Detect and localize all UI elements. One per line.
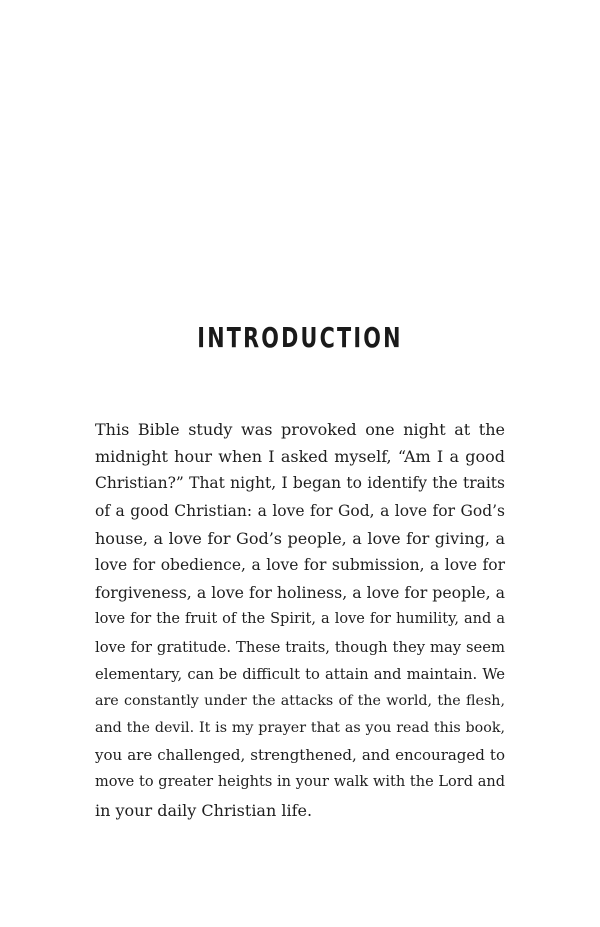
paragraph-line: love for gratitude. These traits, though they may seem (95, 638, 505, 656)
paragraph-line: of a good Christian: a love for God, a love for God’s (95, 501, 505, 520)
introduction-paragraph (95, 416, 505, 824)
paragraph-line: This Bible study was provoked one night at the (95, 420, 505, 439)
paragraph-line: and the devil. It is my prayer that as you read this book, (95, 720, 505, 737)
paragraph-line: house, a love for God’s people, a love for giving, a (95, 528, 505, 548)
paragraph-line: elementary, can be difficult to attain and maintain. We (95, 665, 505, 683)
paragraph-line: move to greater heights in your walk with the Lord and (95, 774, 505, 791)
paragraph-line: you are challenged, strengthened, and encouraged to (95, 746, 505, 765)
paragraph-line: midnight hour when I asked myself, “Am I a good (95, 447, 505, 467)
paragraph-line: love for obedience, a love for submission, a love for (95, 555, 505, 574)
paragraph-line: forgiveness, a love for holiness, a love for people, a (95, 583, 505, 603)
paragraph-line: are constantly under the attacks of the world, the flesh, (95, 692, 505, 709)
chapter-title: INTRODUCTION (197, 321, 403, 354)
paragraph-line: in your daily Christian life. (95, 800, 313, 820)
paragraph-line: love for the fruit of the Spirit, a love for humility, and a (95, 611, 505, 628)
paragraph-line: Christian?” That night, I began to identify the traits (95, 474, 505, 493)
